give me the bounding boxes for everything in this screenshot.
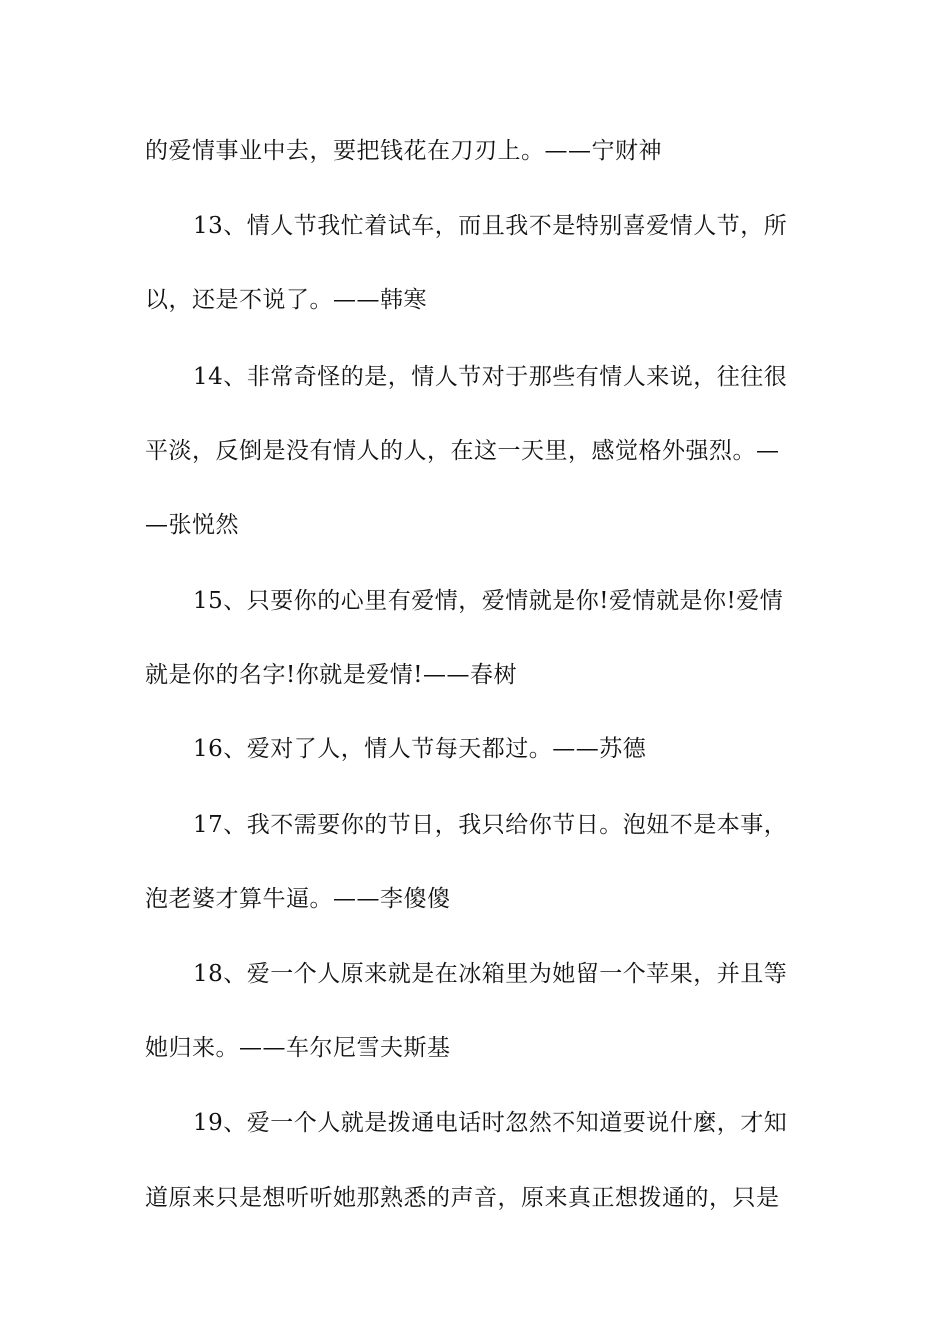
text-line-1: 的爱情事业中去，要把钱花在刀刃上。——宁财神 xyxy=(145,138,662,164)
text-line-10: 17、我不需要你的节日，我只给你节日。泡妞不是本事， xyxy=(193,812,788,838)
text-line-3: 以，还是不说了。——韩寒 xyxy=(145,287,427,313)
text-line-11: 泡老婆才算牛逼。——李傻傻 xyxy=(145,886,451,912)
text-line-14: 19、爱一个人就是拨通电话时忽然不知道要说什麼，才知 xyxy=(193,1110,788,1136)
text-line-13: 她归来。——车尔尼雪夫斯基 xyxy=(145,1035,451,1061)
text-line-12: 18、爱一个人原来就是在冰箱里为她留一个苹果，并且等 xyxy=(193,961,788,987)
text-line-5: 平淡，反倒是没有情人的人，在这一天里，感觉格外强烈。— xyxy=(145,438,780,464)
text-line-2: 13、情人节我忙着试车，而且我不是特别喜爱情人节，所 xyxy=(193,213,788,239)
text-line-15: 道原来只是想听听她那熟悉的声音，原来真正想拨通的，只是 xyxy=(145,1185,780,1211)
text-line-6: —张悦然 xyxy=(145,512,239,538)
text-line-4: 14、非常奇怪的是，情人节对于那些有情人来说，往往很 xyxy=(193,364,788,390)
text-line-7: 15、只要你的心里有爱情，爱情就是你!爱情就是你!爱情 xyxy=(193,588,784,614)
text-line-9: 16、爱对了人，情人节每天都过。——苏德 xyxy=(193,736,647,762)
text-line-8: 就是你的名字!你就是爱情!——春树 xyxy=(145,662,517,688)
